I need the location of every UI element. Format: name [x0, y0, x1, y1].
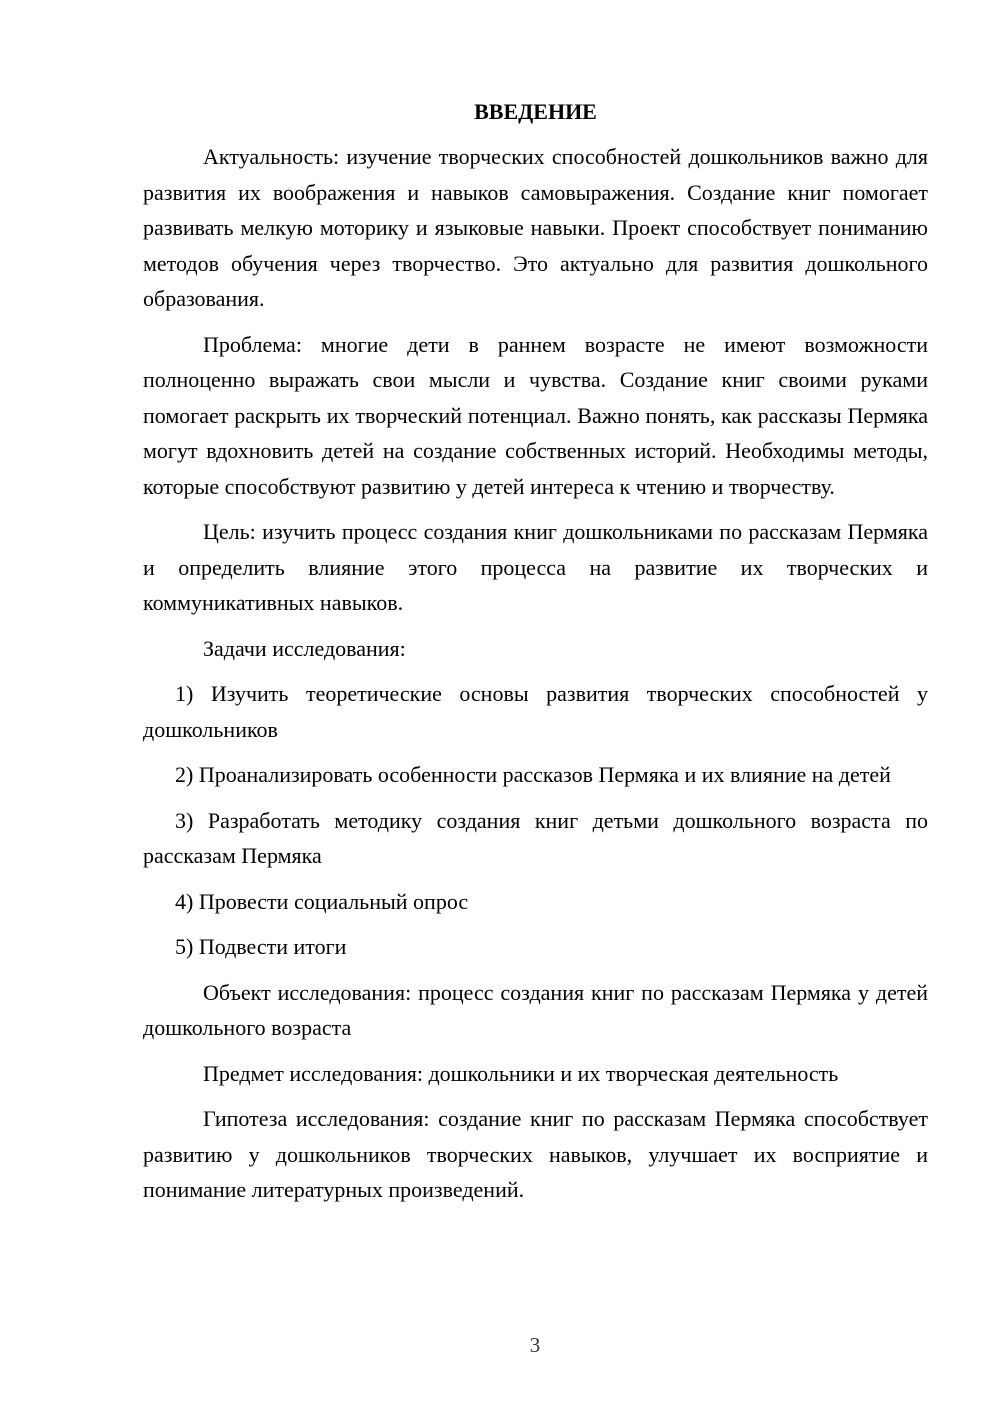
paragraph-goal: Цель: изучить процесс создания книг дошкольниками по рассказам Пермяка и определить влияние этого процесса на развитие их творческих и коммуникативных навыков.	[143, 519, 928, 615]
paragraph-relevance: Актуальность: изучение творческих способностей дошкольников важно для развития их воображения и навыков самовыражения. Создание книг помогает развивать мелкую моторику и языковые навыки. Проект способствует пониманию методов обучения через творчество. Это актуально для развития дошкольного образования.	[143, 144, 928, 311]
task-item-2: 2) Проанализировать особенности рассказов Пермяка и их влияние на детей	[175, 762, 891, 787]
page-title: ВВЕДЕНИЕ	[474, 99, 597, 124]
task-item-3: 3) Разработать методику создания книг детьми дошкольного возраста по рассказам Пермяка	[143, 807, 928, 868]
page-number: 3	[529, 1333, 541, 1357]
tasks-heading: Задачи исследования:	[203, 635, 406, 661]
task-item-4: 4) Провести социальный опрос	[175, 888, 469, 914]
paragraph-subject: Предмет исследования: дошкольники и их творческая деятельность	[203, 1060, 839, 1086]
task-item-5: 5) Подвести итоги	[175, 934, 347, 959]
page-content	[143, 94, 928, 1218]
paragraph-object: Объект исследования: процесс создания книг по рассказам Пермяка у детей дошкольного возраста	[143, 979, 928, 1040]
task-item-1: 1) Изучить теоретические основы развития творческих способностей у дошкольников	[143, 681, 928, 742]
paragraph-problem: Проблема: многие дети в раннем возрасте не имеют возможности полноценно выражать свои мысли и чувства. Создание книг своими руками помогает раскрыть их творческий потенциал. Важно понять, как рассказы Пермяка могут вдохновить детей на создание собственных историй. Необходимы методы, которые способствуют развитию у детей интереса к чтению и творчеству.	[143, 331, 928, 499]
paragraph-hypothesis: Гипотеза исследования: создание книг по рассказам Пермяка способствует развитию у дошкольников творческих навыков, улучшает их восприятие и понимание литературных произведений.	[143, 1106, 928, 1202]
